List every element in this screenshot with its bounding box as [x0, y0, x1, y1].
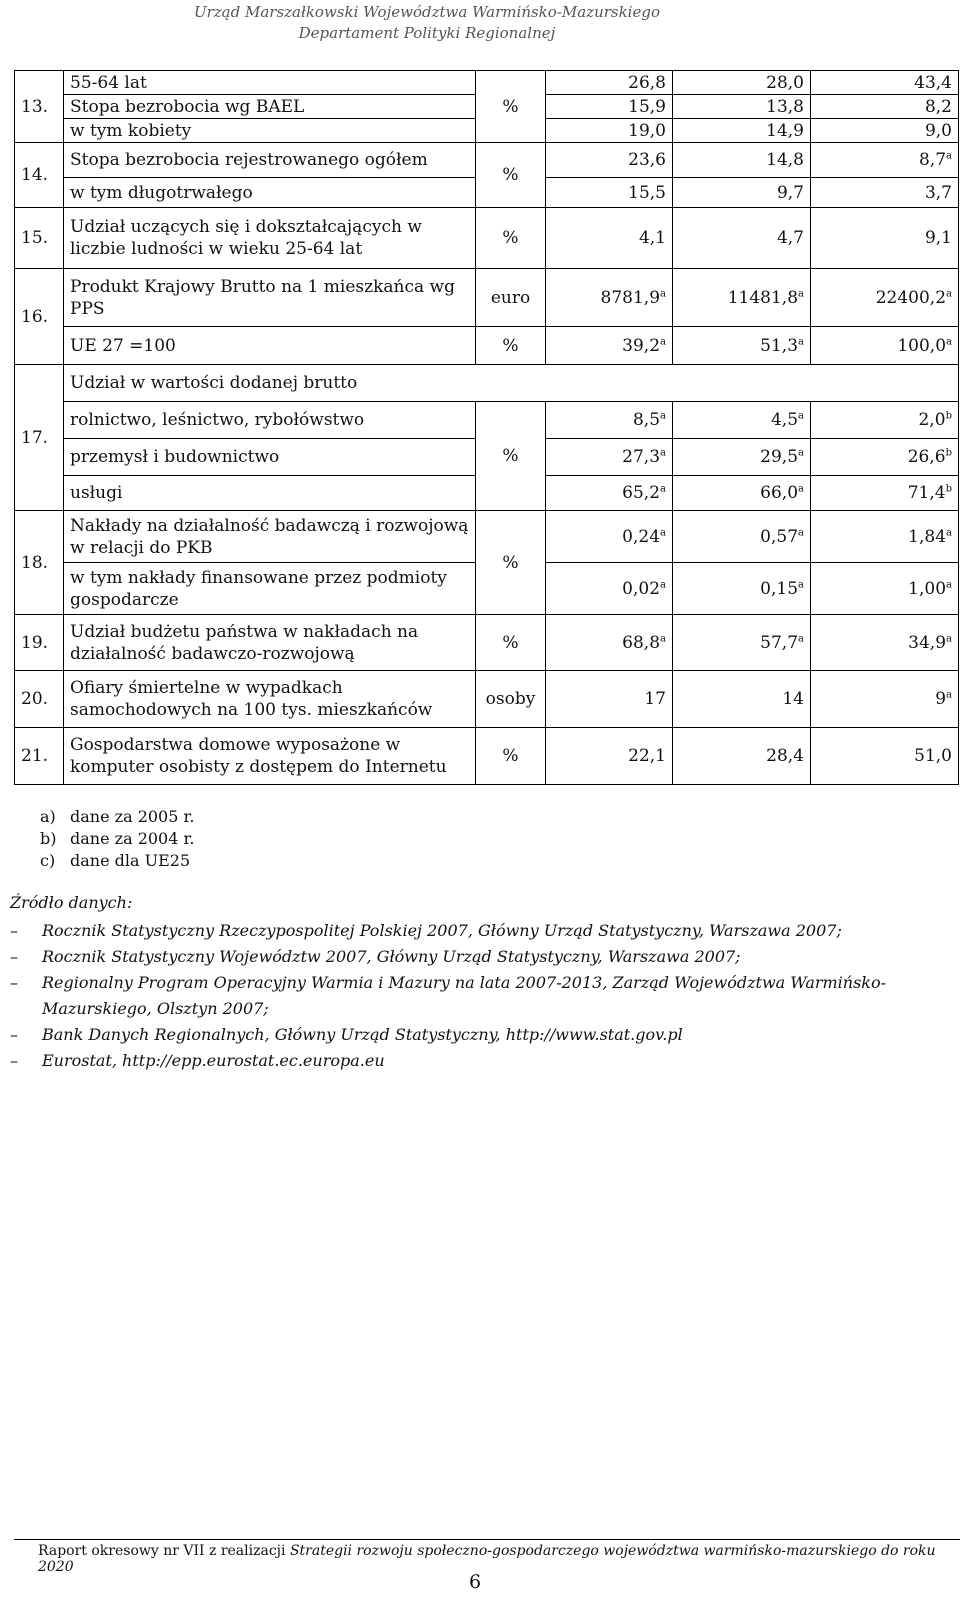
value-2000: [546, 402, 673, 439]
value-eu: 8,2: [811, 95, 959, 119]
sources-section: [10, 890, 940, 1074]
row-unit: %: [476, 143, 546, 208]
value-eu: 51,0: [811, 728, 959, 785]
source-text: Rocznik Statystyczny Rzeczypospolitej Polskiej 2007, Główny Urząd Statystyczny, Warszawa 2007;: [42, 921, 842, 940]
value-2000: [546, 615, 673, 671]
page-header: [194, 2, 660, 44]
row-label: Nakłady na działalność badawczą i rozwojową w relacji do PKB: [64, 511, 476, 563]
value-text: 39,2: [622, 335, 661, 356]
value-2000: 19,0: [546, 119, 673, 143]
footnote-mark: a: [798, 335, 804, 347]
source-text: Eurostat, http://epp.eurostat.ec.europa.eu: [42, 1051, 385, 1070]
value-text: 68,8: [622, 632, 661, 653]
value-2005: 9,7: [673, 178, 811, 208]
footnote-mark: a: [946, 526, 952, 538]
footnote: [40, 850, 194, 872]
value-2005: [673, 269, 811, 327]
footnote-key: b): [40, 829, 57, 848]
sources-title: Źródło danych:: [10, 893, 133, 912]
page-number: 6: [469, 1571, 482, 1593]
value-2000: 15,9: [546, 95, 673, 119]
value-text: 0,15: [760, 578, 799, 599]
value-2005: [673, 439, 811, 476]
row-label: usługi: [64, 476, 476, 511]
table-row: [15, 269, 959, 327]
footnote-mark: a: [798, 632, 804, 644]
value-eu: [811, 143, 959, 178]
source-text: Rocznik Statystyczny Województw 2007, Główny Urząd Statystyczny, Warszawa 2007;: [42, 947, 741, 966]
row-unit: euro: [476, 269, 546, 327]
value-text: 8781,9: [600, 287, 661, 308]
footnote-mark: a: [946, 689, 952, 701]
footnote-mark: a: [946, 287, 952, 299]
row-heading: Udział w wartości dodanej brutto: [64, 365, 959, 402]
row-label: w tym długotrwałego: [64, 178, 476, 208]
value-text: 27,3: [622, 447, 661, 467]
value-eu: [811, 615, 959, 671]
table-row: [15, 71, 959, 95]
row-label: Stopa bezrobocia wg BAEL: [64, 95, 476, 119]
footnote-mark: a: [946, 632, 952, 644]
value-text: 65,2: [622, 483, 661, 503]
row-label: w tym kobiety: [64, 119, 476, 143]
footnote-mark: a: [946, 578, 952, 590]
table-row: [15, 615, 959, 671]
value-text: 26,6: [907, 447, 946, 467]
row-unit: %: [476, 208, 546, 269]
row-label: rolnictwo, leśnictwo, rybołówstwo: [64, 402, 476, 439]
value-eu: 3,7: [811, 178, 959, 208]
value-eu: [811, 269, 959, 327]
value-2000: 26,8: [546, 71, 673, 95]
value-2000: 23,6: [546, 143, 673, 178]
footnote-mark: a: [798, 447, 804, 459]
table-row: [15, 511, 959, 563]
value-2005: [673, 476, 811, 511]
footnote: [40, 806, 194, 828]
footnote-mark: b: [945, 410, 952, 422]
footnote-mark: a: [660, 578, 666, 590]
value-eu: [811, 402, 959, 439]
footer-strategy-title: Strategii rozwoju społeczno-gospodarczego województwa warmińsko-mazurskiego do roku 2020: [38, 1543, 936, 1575]
value-2005: [673, 563, 811, 615]
footnote-mark: a: [946, 150, 952, 162]
value-2005: 14: [673, 671, 811, 728]
table-row: [15, 671, 959, 728]
footnote-mark: a: [660, 447, 666, 459]
value-eu: [811, 671, 959, 728]
value-text: 100,0: [897, 335, 947, 356]
footnotes: [40, 806, 194, 872]
source-item: [10, 944, 940, 970]
dash-bullet: –: [10, 1025, 18, 1044]
value-2000: [546, 476, 673, 511]
footnote-key: c): [40, 851, 56, 870]
indicator-table: [14, 70, 959, 785]
value-2000: [546, 511, 673, 563]
dash-bullet: –: [10, 1051, 18, 1070]
footnote-mark: a: [660, 483, 666, 495]
table-row: [15, 365, 959, 402]
value-2000: 17: [546, 671, 673, 728]
footnote-mark: a: [798, 483, 804, 495]
value-2005: [673, 327, 811, 365]
value-2000: 15,5: [546, 178, 673, 208]
value-eu: [811, 439, 959, 476]
footnote-mark: a: [798, 526, 804, 538]
footnote-mark: a: [660, 335, 666, 347]
value-2000: 4,1: [546, 208, 673, 269]
table-row: [15, 402, 959, 439]
row-label: w tym nakłady finansowane przez podmioty gospodarcze: [64, 563, 476, 615]
source-item: [10, 1022, 940, 1048]
row-label: Gospodarstwa domowe wyposażone w komputer osobisty z dostępem do Internetu: [64, 728, 476, 785]
value-text: 8,7: [918, 150, 947, 170]
value-2005: [673, 511, 811, 563]
footnote-text: dane dla UE25: [70, 851, 191, 870]
value-2005: 14,9: [673, 119, 811, 143]
row-unit: osoby: [476, 671, 546, 728]
row-label: Stopa bezrobocia rejestrowanego ogółem: [64, 143, 476, 178]
row-label: UE 27 =100: [64, 327, 476, 365]
row-unit: %: [476, 327, 546, 365]
row-number: 13.: [15, 71, 64, 143]
source-item: [10, 918, 940, 944]
page-footer: [38, 1543, 960, 1575]
source-item: [10, 1048, 940, 1074]
row-number: 20.: [15, 671, 64, 728]
value-text: 71,4: [907, 483, 946, 503]
row-label: Udział budżetu państwa w nakładach na działalność badawczo-rozwojową: [64, 615, 476, 671]
value-text: 8,5: [632, 410, 661, 430]
dash-bullet: –: [10, 947, 18, 966]
dash-bullet: –: [10, 921, 18, 940]
table-row: [15, 728, 959, 785]
source-text: Regionalny Program Operacyjny Warmia i Mazury na lata 2007-2013, Zarząd Województwa Warmińsko-Mazurskiego, Olsztyn 2007;: [42, 973, 887, 1018]
row-unit: %: [476, 71, 546, 143]
value-eu: [811, 563, 959, 615]
row-number: 15.: [15, 208, 64, 269]
footnote-key: a): [40, 807, 56, 826]
value-text: 66,0: [760, 483, 799, 503]
value-2000: [546, 563, 673, 615]
row-number: 18.: [15, 511, 64, 615]
value-text: 29,5: [760, 447, 799, 467]
footnote-mark: a: [798, 410, 804, 422]
value-2005: 4,7: [673, 208, 811, 269]
value-2000: [546, 439, 673, 476]
row-number: 14.: [15, 143, 64, 208]
table-row: [15, 143, 959, 178]
source-text: Bank Danych Regionalnych, Główny Urząd Statystyczny, http://www.stat.gov.pl: [42, 1025, 683, 1044]
value-2005: 28,4: [673, 728, 811, 785]
table-row: [15, 208, 959, 269]
footer-divider: [14, 1539, 960, 1540]
value-text: 1,84: [908, 526, 947, 547]
value-eu: 9,0: [811, 119, 959, 143]
footnote-mark: a: [660, 526, 666, 538]
value-2005: 13,8: [673, 95, 811, 119]
row-number: 21.: [15, 728, 64, 785]
value-text: 11481,8: [727, 287, 799, 308]
footnote-mark: a: [798, 287, 804, 299]
value-text: 0,57: [760, 526, 799, 547]
header-line-1: Urząd Marszałkowski Województwa Warmińsko-Mazurskiego: [193, 3, 660, 21]
row-number: 19.: [15, 615, 64, 671]
row-number: 17.: [15, 365, 64, 511]
value-text: 0,02: [622, 578, 661, 599]
value-text: 0,24: [622, 526, 661, 547]
value-2000: 22,1: [546, 728, 673, 785]
footnote-mark: a: [660, 287, 666, 299]
row-unit: %: [476, 728, 546, 785]
value-text: 1,00: [908, 578, 947, 599]
value-text: 57,7: [760, 632, 799, 653]
value-2000: [546, 269, 673, 327]
value-2005: [673, 615, 811, 671]
footnote-mark: a: [798, 578, 804, 590]
value-text: 9: [935, 689, 947, 709]
footnote: [40, 828, 194, 850]
value-text: 34,9: [908, 632, 947, 653]
footnote-mark: a: [660, 632, 666, 644]
value-2005: 28,0: [673, 71, 811, 95]
value-eu: [811, 476, 959, 511]
row-unit: %: [476, 615, 546, 671]
row-unit: %: [476, 511, 546, 615]
value-text: 2,0: [918, 410, 946, 430]
value-2000: [546, 327, 673, 365]
footnote-mark: a: [660, 410, 666, 422]
table-row: [15, 327, 959, 365]
row-unit: %: [476, 402, 546, 511]
row-label: Ofiary śmiertelne w wypadkach samochodowych na 100 tys. mieszkańców: [64, 671, 476, 728]
value-2005: [673, 402, 811, 439]
footnote-text: dane za 2005 r.: [70, 807, 195, 826]
value-text: 4,5: [770, 410, 799, 430]
row-number: 16.: [15, 269, 64, 365]
dash-bullet: –: [10, 973, 18, 992]
value-eu: [811, 327, 959, 365]
footnote-mark: b: [945, 447, 952, 459]
value-text: 51,3: [760, 335, 799, 356]
row-label: przemysł i budownictwo: [64, 439, 476, 476]
value-eu: [811, 511, 959, 563]
row-label: 55-64 lat: [64, 71, 476, 95]
value-eu: 9,1: [811, 208, 959, 269]
value-2005: 14,8: [673, 143, 811, 178]
footnote-mark: a: [946, 335, 952, 347]
value-text: 22400,2: [875, 287, 947, 308]
row-label: Produkt Krajowy Brutto na 1 mieszkańca wg PPS: [64, 269, 476, 327]
footnote-text: dane za 2004 r.: [70, 829, 195, 848]
header-line-2: Departament Polityki Regionalnej: [298, 24, 556, 42]
footnote-mark: b: [945, 483, 952, 495]
source-item: [10, 970, 940, 1022]
row-label: Udział uczących się i dokształcających w liczbie ludności w wieku 25-64 lat: [64, 208, 476, 269]
footer-text: Raport okresowy nr VII z realizacji: [38, 1543, 290, 1559]
value-eu: 43,4: [811, 71, 959, 95]
